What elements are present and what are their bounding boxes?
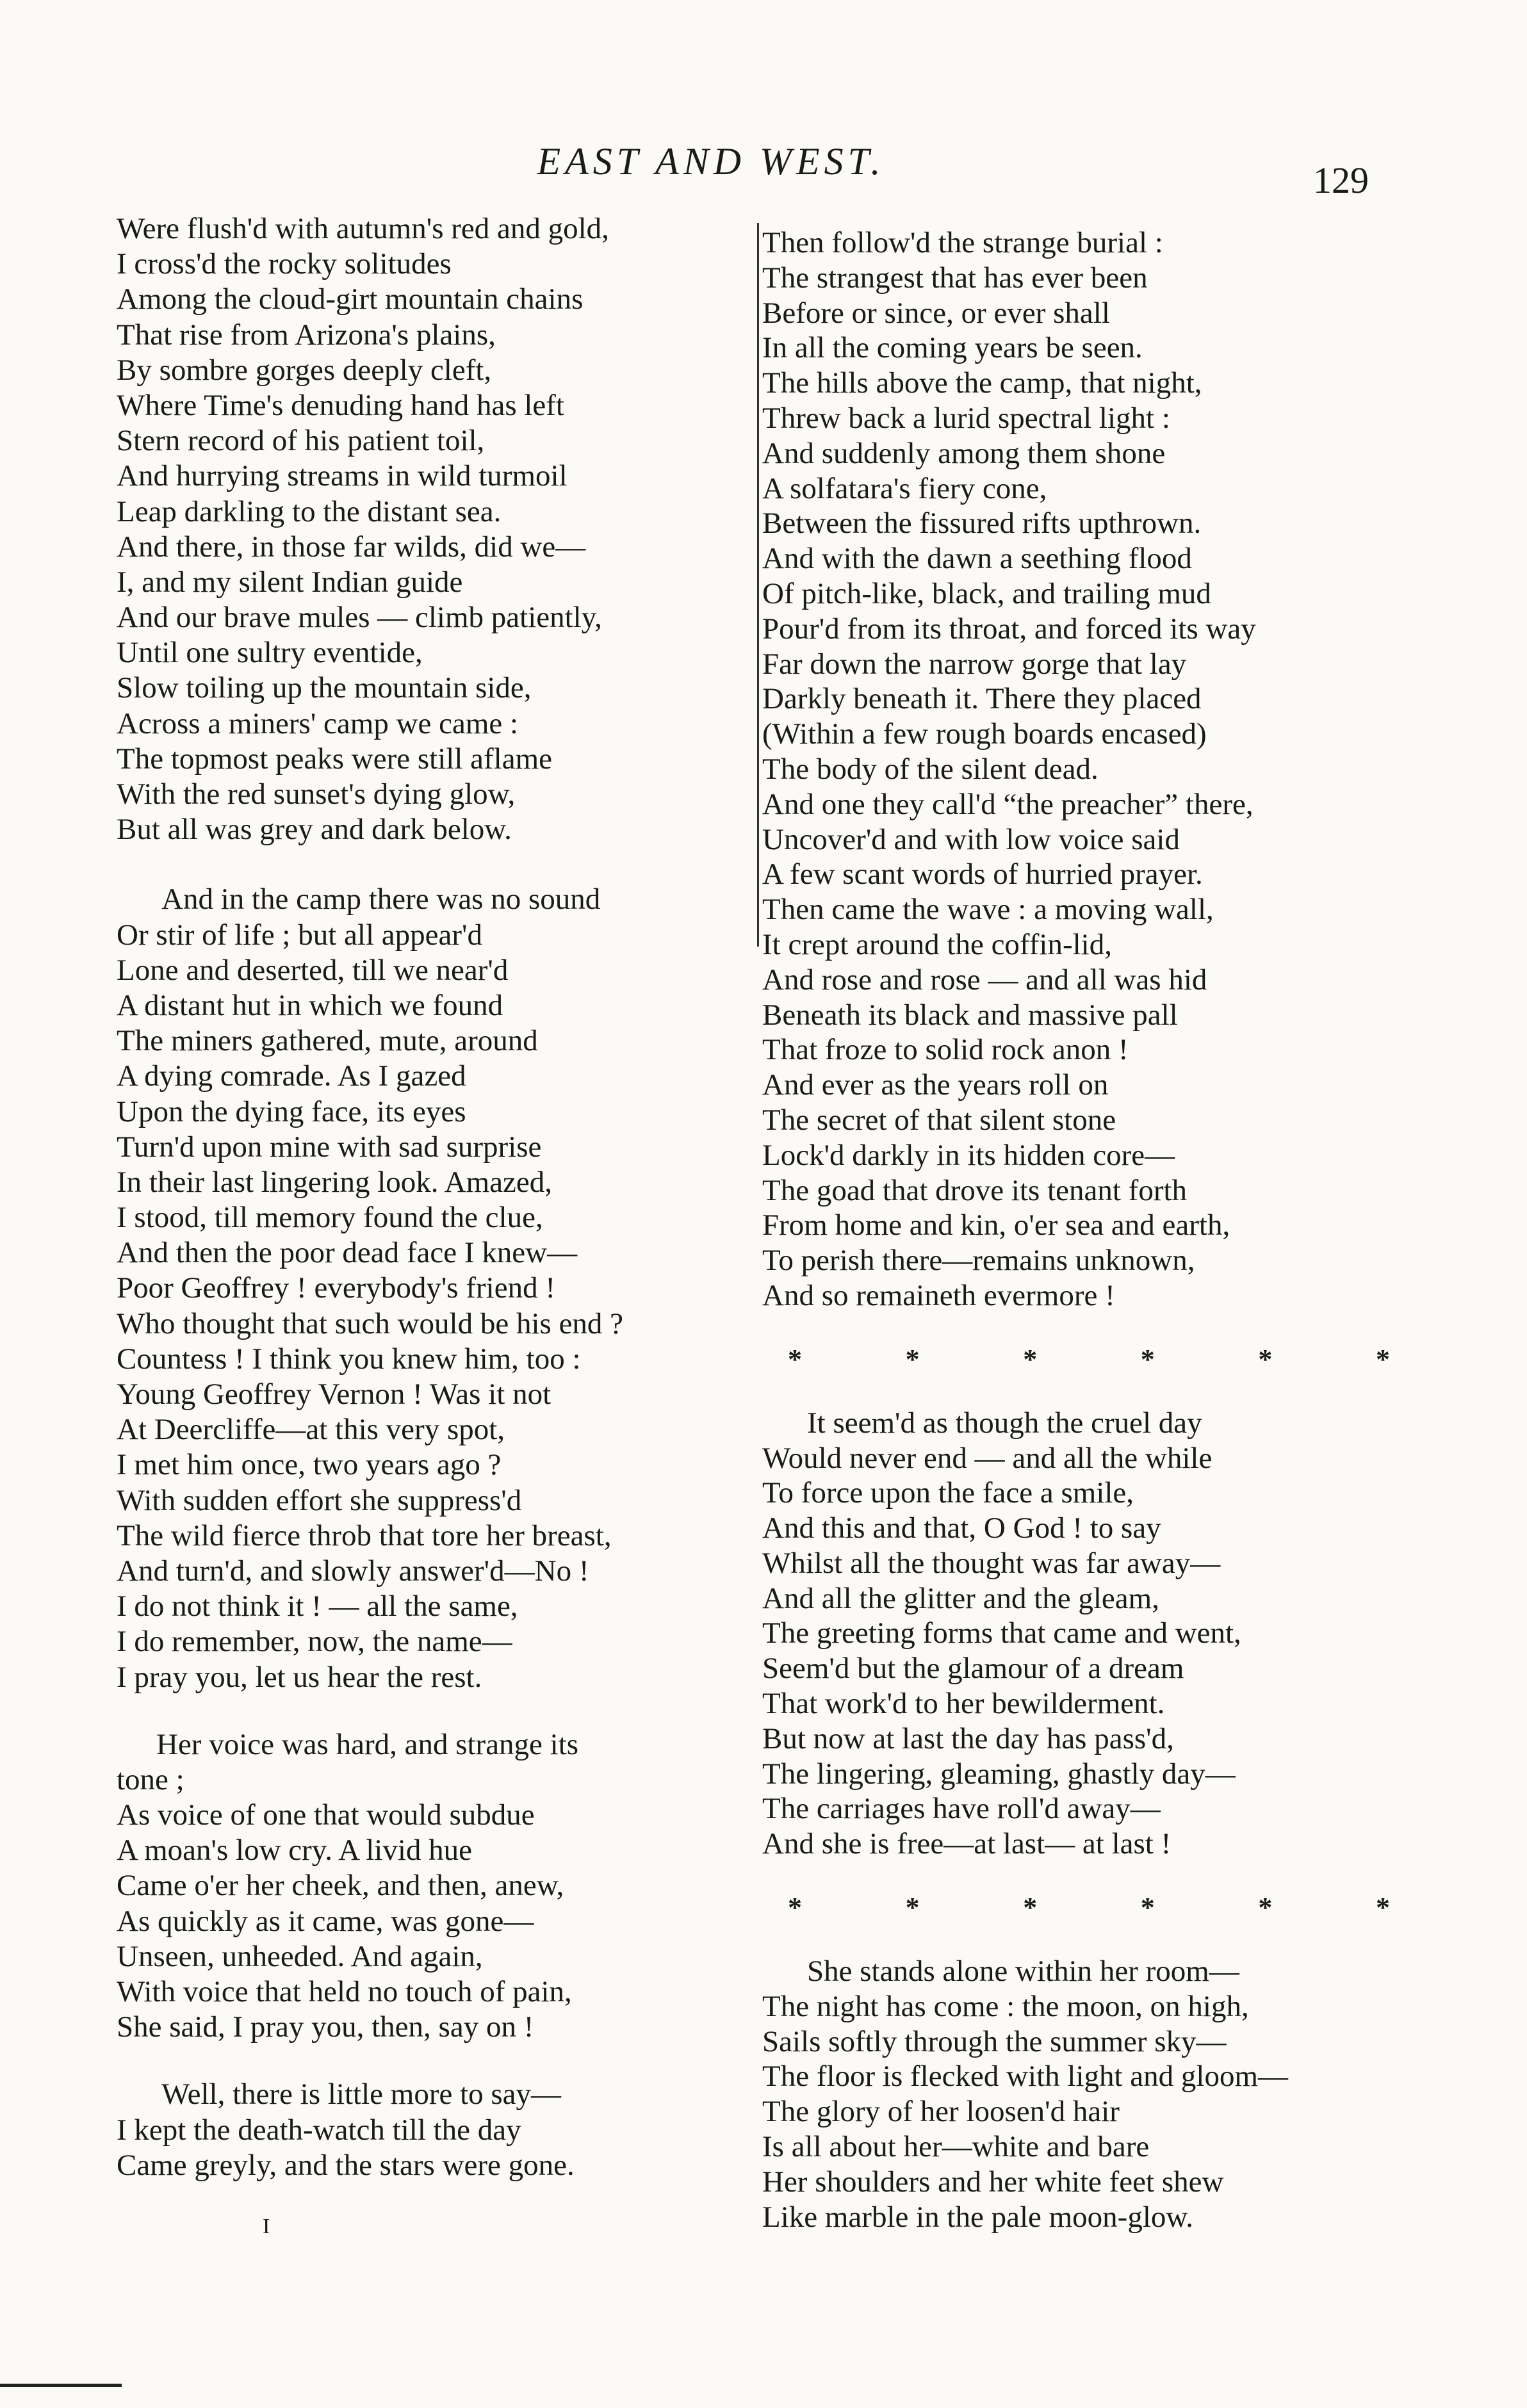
section-separator bbox=[762, 1889, 1409, 1927]
verse-line: By sombre gorges deeply cleft, bbox=[117, 353, 492, 387]
verse-line: Pour'd from its throat, and forced its way bbox=[762, 612, 1256, 646]
verse-line: And then the poor dead face I knew— bbox=[117, 1236, 578, 1270]
bottom-edge-rule bbox=[0, 2384, 122, 2387]
verse-line: From home and kin, o'er sea and earth, bbox=[762, 1208, 1230, 1242]
verse-line: Upon the dying face, its eyes bbox=[117, 1094, 466, 1128]
signature-mark: I bbox=[263, 2215, 270, 2238]
left-stanza-3 bbox=[117, 1727, 751, 2046]
separator-star: * bbox=[1375, 1343, 1390, 1375]
verse-line: Young Geoffrey Vernon ! Was it not bbox=[117, 1378, 551, 1411]
verse-line: And there, in those far wilds, did we— bbox=[117, 530, 586, 564]
verse-line: A moan's low cry. A livid hue bbox=[117, 1834, 473, 1867]
verse-line: I stood, till memory found the clue, bbox=[117, 1201, 543, 1235]
verse-line: The miners gathered, mute, around bbox=[117, 1024, 538, 1058]
verse-line: Her voice was hard, and strange its bbox=[156, 1727, 579, 1761]
verse-line: And she is free—at last— at last ! bbox=[762, 1827, 1172, 1861]
verse-line: Beneath its black and massive pall bbox=[762, 998, 1178, 1032]
verse-line: Then came the wave : a moving wall, bbox=[762, 893, 1214, 927]
verse-line: That rise from Arizona's plains, bbox=[117, 318, 496, 352]
verse-line: Among the cloud-girt mountain chains bbox=[117, 282, 584, 316]
verse-line: (Within a few rough boards encased) bbox=[762, 717, 1207, 751]
verse-line: The secret of that silent stone bbox=[762, 1103, 1116, 1137]
verse-line: Like marble in the pale moon-glow. bbox=[762, 2200, 1194, 2234]
verse-line: Seem'd but the glamour of a dream bbox=[762, 1652, 1184, 1686]
verse-line: With sudden effort she suppress'd bbox=[117, 1483, 522, 1517]
verse-line: Is all about her—white and bare bbox=[762, 2130, 1150, 2164]
verse-line: A few scant words of hurried prayer. bbox=[762, 858, 1203, 891]
verse-line: Until one sultry eventide, bbox=[117, 636, 423, 670]
verse-line: I met him once, two years ago ? bbox=[117, 1448, 502, 1482]
verse-line: The wild fierce throb that tore her breast, bbox=[117, 1518, 612, 1552]
verse-line: But now at last the day has pass'd, bbox=[762, 1721, 1174, 1755]
verse-line: I do remember, now, the name— bbox=[117, 1625, 512, 1659]
verse-line: In their last lingering look. Amazed, bbox=[117, 1165, 553, 1199]
verse-line: Countess ! I think you knew him, too : bbox=[117, 1342, 581, 1376]
verse-line: The glory of her loosen'd hair bbox=[762, 2095, 1120, 2129]
verse-line: Across a miners' camp we came : bbox=[117, 706, 519, 740]
verse-line: The floor is flecked with light and gloom— bbox=[762, 2060, 1289, 2094]
verse-line: Stern record of his patient toil, bbox=[117, 424, 485, 458]
left-stanza-1 bbox=[117, 211, 751, 847]
verse-line: It seem'd as though the cruel day bbox=[807, 1406, 1202, 1440]
verse-line: Or stir of life ; but all appear'd bbox=[117, 918, 482, 952]
verse-line: I kept the death-watch till the day bbox=[117, 2113, 521, 2147]
verse-line: And our brave mules — climb patiently, bbox=[117, 601, 602, 635]
verse-line: Would never end — and all the while bbox=[762, 1441, 1213, 1475]
left-stanza-4 bbox=[117, 2077, 751, 2183]
verse-line: As quickly as it came, was gone— bbox=[117, 1904, 534, 1938]
verse-line: Of pitch-like, black, and trailing mud bbox=[762, 576, 1211, 610]
right-column bbox=[762, 225, 1409, 2234]
verse-line: Before or since, or ever shall bbox=[762, 296, 1110, 330]
verse-line: To perish there—remains unknown, bbox=[762, 1244, 1195, 1278]
verse-line: Who thought that such would be his end ? bbox=[117, 1306, 624, 1340]
verse-line: Unseen, unheeded. And again, bbox=[117, 1939, 483, 1973]
right-stanza-2 bbox=[762, 1406, 1409, 1862]
verse-line: I do not think it ! — all the same, bbox=[117, 1590, 518, 1623]
verse-line: And rose and rose — and all was hid bbox=[762, 963, 1207, 997]
verse-line: Between the fissured rifts upthrown. bbox=[762, 507, 1202, 541]
column-divider bbox=[757, 223, 759, 947]
verse-line: Well, there is little more to say— bbox=[161, 2078, 562, 2111]
verse-line: Turn'd upon mine with sad surprise bbox=[117, 1130, 542, 1164]
verse-line: She said, I pray you, then, say on ! bbox=[117, 2010, 534, 2044]
verse-line: A distant hut in which we found bbox=[117, 988, 503, 1022]
verse-line: The hills above the camp, that night, bbox=[762, 366, 1202, 400]
verse-line: And ever as the years roll on bbox=[762, 1068, 1109, 1102]
separator-star: * bbox=[1140, 1343, 1155, 1375]
verse-line: To force upon the face a smile, bbox=[762, 1476, 1134, 1510]
verse-line: And one they call'd “the preacher” there, bbox=[762, 787, 1253, 821]
verse-line: tone ; bbox=[117, 1762, 184, 1796]
separator-star: * bbox=[1140, 1892, 1155, 1924]
verse-line: The night has come : the moon, on high, bbox=[762, 1989, 1249, 2023]
verse-line: And all the glitter and the gleam, bbox=[762, 1581, 1159, 1615]
separator-star: * bbox=[1375, 1892, 1390, 1924]
verse-line: Came o'er her cheek, and then, anew, bbox=[117, 1869, 564, 1903]
verse-line: And suddenly among them shone bbox=[762, 436, 1166, 470]
verse-line: Lone and deserted, till we near'd bbox=[117, 953, 509, 987]
verse-line: The lingering, gleaming, ghastly day— bbox=[762, 1757, 1236, 1791]
verse-line: The goad that drove its tenant forth bbox=[762, 1173, 1188, 1207]
verse-line: Where Time's denuding hand has left bbox=[117, 388, 564, 422]
left-stanza-2 bbox=[117, 882, 751, 1695]
verse-line: I cross'd the rocky solitudes bbox=[117, 247, 452, 281]
verse-line: And hurrying streams in wild turmoil bbox=[117, 459, 568, 493]
section-separator bbox=[762, 1340, 1409, 1379]
verse-line: Were flush'd with autumn's red and gold, bbox=[117, 212, 609, 245]
separator-star: * bbox=[788, 1892, 802, 1924]
verse-line: And turn'd, and slowly answer'd—No ! bbox=[117, 1554, 589, 1588]
verse-line: As voice of one that would subdue bbox=[117, 1798, 535, 1832]
verse-line: I pray you, let us hear the rest. bbox=[117, 1660, 482, 1694]
verse-line: That froze to solid rock anon ! bbox=[762, 1033, 1129, 1067]
verse-line: At Deercliffe—at this very spot, bbox=[117, 1413, 505, 1447]
verse-line: Sails softly through the summer sky— bbox=[762, 2024, 1227, 2058]
verse-line: And in the camp there was no sound bbox=[161, 883, 601, 916]
separator-star: * bbox=[1023, 1892, 1038, 1924]
page-number: 129 bbox=[1313, 159, 1369, 201]
verse-line: The carriages have roll'd away— bbox=[762, 1792, 1161, 1826]
verse-line: A solfatara's fiery cone, bbox=[762, 471, 1047, 505]
verse-line: Whilst all the thought was far away— bbox=[762, 1546, 1221, 1580]
verse-line: With the red sunset's dying glow, bbox=[117, 777, 516, 811]
verse-line: I, and my silent Indian guide bbox=[117, 565, 463, 599]
verse-line: Her shoulders and her white feet shew bbox=[762, 2165, 1224, 2199]
separator-star: * bbox=[1258, 1343, 1273, 1375]
verse-line: The greeting forms that came and went, bbox=[762, 1616, 1241, 1650]
verse-line: That work'd to her bewilderment. bbox=[762, 1687, 1165, 1721]
verse-line: But all was grey and dark below. bbox=[117, 813, 512, 847]
separator-star: * bbox=[905, 1892, 920, 1924]
verse-line: Far down the narrow gorge that lay bbox=[762, 647, 1187, 681]
verse-line: And with the dawn a seething flood bbox=[762, 542, 1192, 576]
verse-line: With voice that held no touch of pain, bbox=[117, 1975, 572, 2008]
separator-star: * bbox=[1258, 1892, 1273, 1924]
right-stanza-1 bbox=[762, 225, 1409, 1314]
verse-line: And this and that, O God ! to say bbox=[762, 1511, 1161, 1545]
verse-line: And so remaineth evermore ! bbox=[762, 1278, 1115, 1312]
verse-line: Then follow'd the strange burial : bbox=[762, 226, 1163, 259]
separator-star: * bbox=[788, 1343, 802, 1375]
verse-line: Uncover'd and with low voice said bbox=[762, 822, 1180, 856]
verse-line: She stands alone within her room— bbox=[807, 1955, 1239, 1989]
separator-star: * bbox=[905, 1343, 920, 1375]
verse-line: Slow toiling up the mountain side, bbox=[117, 671, 532, 705]
verse-line: The body of the silent dead. bbox=[762, 752, 1098, 786]
running-title: EAST AND WEST. bbox=[537, 140, 885, 183]
verse-line: Darkly beneath it. There they placed bbox=[762, 682, 1202, 716]
verse-line: Came greyly, and the stars were gone. bbox=[117, 2148, 575, 2182]
verse-line: A dying comrade. As I gazed bbox=[117, 1059, 466, 1093]
verse-line: The topmost peaks were still aflame bbox=[117, 742, 552, 776]
right-stanza-3 bbox=[762, 1954, 1409, 2234]
separator-star: * bbox=[1023, 1343, 1038, 1375]
left-column bbox=[117, 211, 751, 2183]
verse-line: Leap darkling to the distant sea. bbox=[117, 494, 502, 528]
verse-line: The strangest that has ever been bbox=[762, 261, 1148, 295]
verse-line: It crept around the coffin-lid, bbox=[762, 927, 1112, 961]
verse-line: Threw back a lurid spectral light : bbox=[762, 401, 1170, 435]
verse-line: Poor Geoffrey ! everybody's friend ! bbox=[117, 1271, 555, 1305]
verse-line: Lock'd darkly in its hidden core— bbox=[762, 1138, 1175, 1172]
verse-line: In all the coming years be seen. bbox=[762, 331, 1143, 365]
